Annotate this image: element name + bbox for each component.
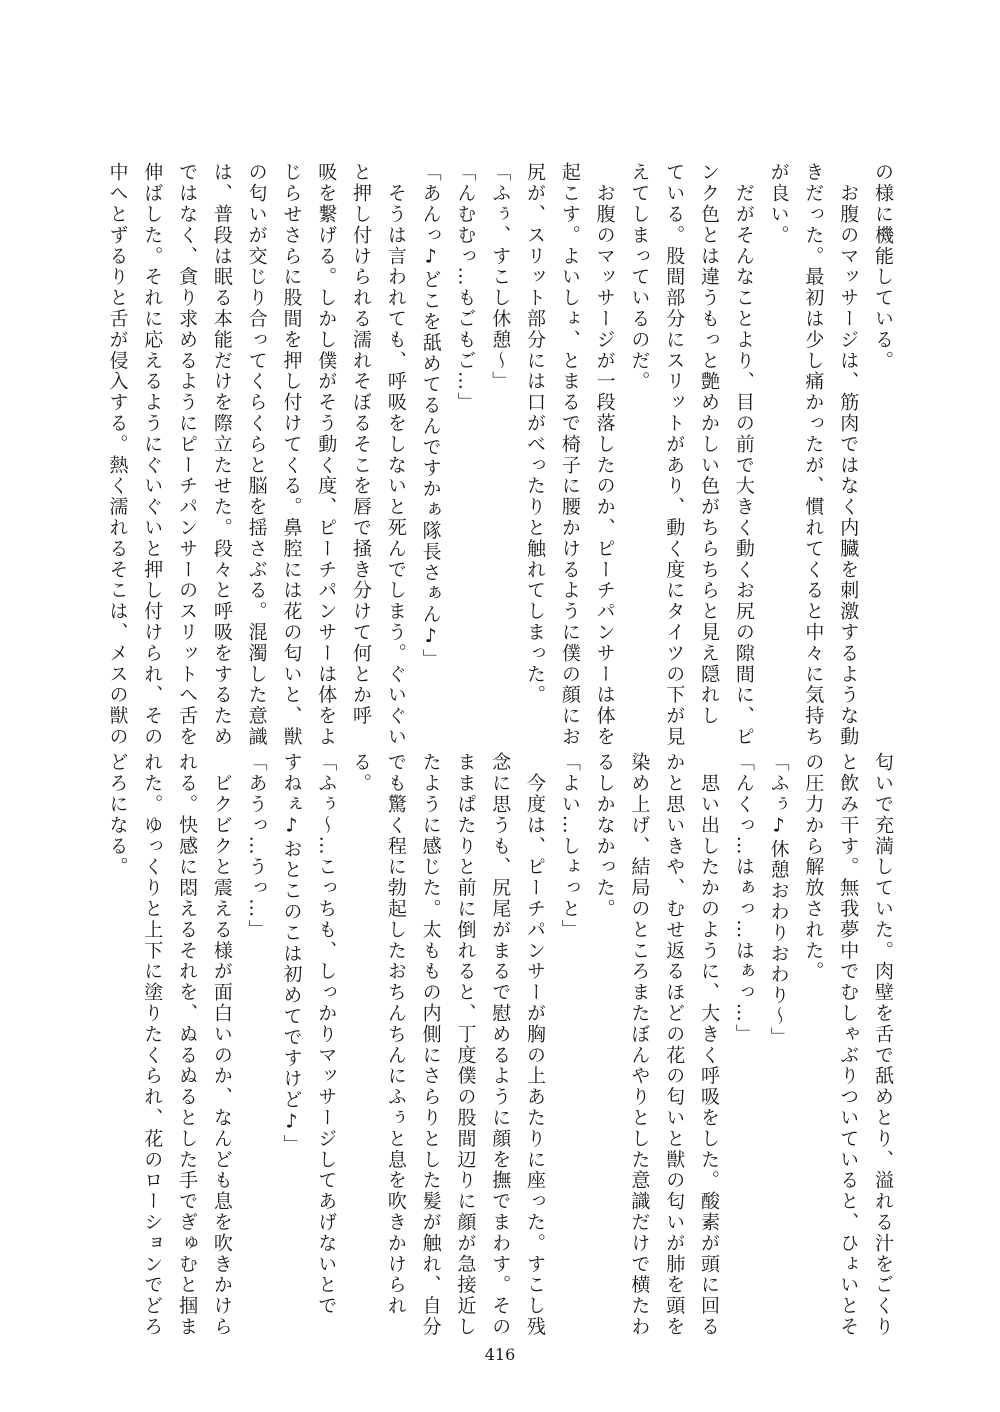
text-line: ている。股間部分にスリットがあり、動く度にタイツの下が見	[663, 162, 686, 748]
text-line: かと思いきや、むせ返るほどの花の匂いと獣の匂いが肺を頭を	[663, 752, 686, 1338]
text-line: 「んくっ…はぁっ…はぁっ…」	[732, 752, 755, 1045]
text-line: 思い出したかのように、大きく呼吸をした。酸素が頭に回る	[698, 752, 721, 1338]
text-line: 念に思うも、尻尾がまるで慰めるように顔を撫でまわす。その	[489, 752, 512, 1338]
text-block-top	[106, 162, 900, 748]
text-line: 匂いで充満していた。肉壁を舌で舐めとり、溢れる汁をごくり	[872, 752, 894, 1338]
text-line: 「んむむっ…もごもご…」	[454, 162, 477, 413]
text-line: の圧力から解放された。	[802, 752, 825, 982]
text-line: の匂いが交じり合ってくらくらと脳を揺さぶる。混濁した意識	[245, 162, 268, 748]
text-line: 吸を繋げる。しかし僕がそう動く度、ピーチパンサーは体をよ	[315, 162, 338, 748]
text-line: れた。ゆっくりと上下に塗りたくられ、花のローションでどろ	[141, 752, 164, 1338]
text-line: どろになる。	[106, 752, 129, 878]
text-line: えてしまっているのだ。	[628, 162, 651, 392]
text-line: ビクビクと震える様が面白いのか、なんども息を吹きかけら	[210, 752, 233, 1338]
text-line: 「あうっ…うっ…」	[245, 752, 268, 941]
text-line: 起こす。よいしょ、とまるで椅子に腰かけるように僕の顔にお	[558, 162, 581, 748]
text-line: 伸ばした。それに応えるようにぐいぐいと押し付けられ、その	[141, 162, 164, 748]
text-line: お腹のマッサージが一段落したのか、ピーチパンサーは体を	[593, 162, 616, 748]
text-line: 「ふぅ♪休憩おわりおわり〜」	[767, 752, 790, 1048]
text-line: ンク色とは違うもっと艶めかしい色がちらちらと見え隠れし	[698, 162, 721, 727]
text-line: と押し付けられる濡れそぼるそこを唇で掻き分けて何とか呼	[350, 162, 373, 727]
text-line: 「あんっ♪どこを舐めてるんですかぁ隊長さぁん♪」	[419, 162, 442, 670]
text-line: すねぇ♪おとこのこは初めてですけど♪」	[280, 752, 303, 1156]
text-line: と飲み干す。無我夢中でむしゃぶりついていると、ひょいとそ	[837, 752, 860, 1338]
text-line: 今度は、ピーチパンサーが胸の上あたりに座った。すこし残	[524, 752, 547, 1338]
text-line: きだった。最初は少し痛かったが、慣れてくると中々に気持ち	[802, 162, 825, 748]
text-line: 染め上げ、結局のところまたぼんやりとした意識だけで横たわ	[628, 752, 651, 1338]
text-block-bottom	[106, 752, 900, 1338]
text-line: 尻が、スリット部分には口がべったりと触れてしまった。	[524, 162, 547, 706]
text-line: 「よい…しょっと」	[558, 752, 581, 941]
text-line: 「ふぅ〜…こっちも、しっかりマッサージしてあげないとで	[315, 752, 338, 1317]
text-line: るしかなかった。	[593, 752, 616, 920]
text-line: たように感じた。太ももの内側にさらりとした髪が触れ、自分	[419, 752, 442, 1338]
page-number: 416	[484, 1345, 516, 1364]
text-line: お腹のマッサージは、筋肉ではなく内臓を刺激するような動	[837, 162, 860, 748]
text-line: が良い。	[767, 162, 790, 246]
text-line: でも驚く程に勃起したおちんちんにふぅと息を吹きかけられ	[384, 752, 407, 1317]
text-line: の様に機能している。	[872, 162, 894, 371]
text-line: る。	[350, 752, 373, 794]
text-line: は、普段は眠る本能だけを際立たせた。段々と呼吸をするため	[210, 162, 233, 748]
text-line: じらせさらに股間を押し付けてくる。鼻腔には花の匂いと、獣	[280, 162, 303, 748]
text-line: 「ふぅ、すこし休憩〜」	[489, 162, 512, 392]
text-line: ままぱたりと前に倒れると、丁度僕の股間辺りに顔が急接近し	[454, 752, 477, 1338]
text-line: ではなく、貪り求めるようにピーチパンサーのスリットへ舌を	[176, 162, 199, 748]
text-line: そうは言われても、呼吸をしないと死んでしまう。ぐいぐい	[384, 162, 407, 748]
text-line: だがそんなことより、目の前で大きく動くお尻の隙間に、ピ	[732, 162, 755, 748]
text-line: れる。快感に悶えるそれを、ぬるぬるとした手でぎゅむと掴ま	[176, 752, 199, 1338]
text-line: 中へとずるりと舌が侵入する。熱く濡れるそこは、メスの獣の	[106, 162, 129, 748]
